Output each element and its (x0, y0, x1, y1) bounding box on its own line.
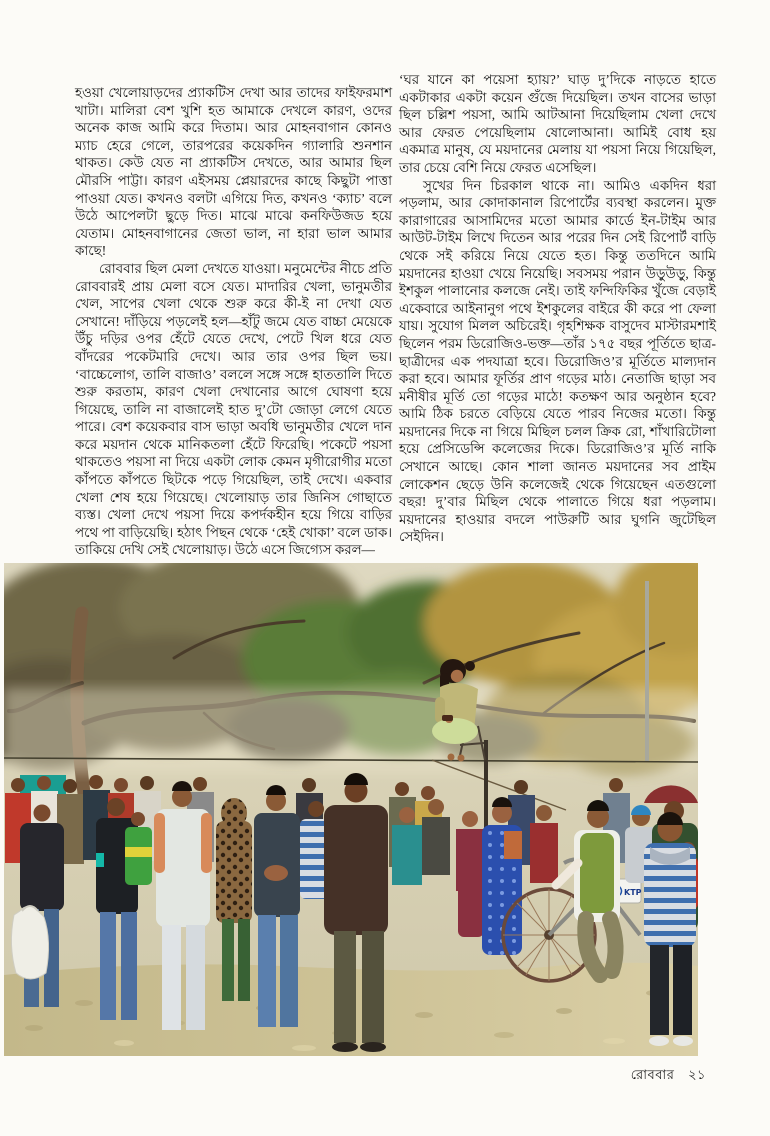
paragraph: ‘ঘর যানে কা পয়েসা হ্যায়?’ ঘাড় দু’দিকে নাড়তে হাতে একটাকার একটা কয়েন গুঁজে দিয়েছিল। তখন বাসের ভাড়া ছিল চল্লিশ পয়সা, আমি আটআনা দিয়েছিলাম খেলা দেখে আর ফেরত পেয়েছিলাম ষোলোআনা। আমিই বোধ হয় একমাত্র মানুষ, যে ময়দানের মেলায় যা পয়সা নিয়ে গিয়েছিল, তার চেয়ে বেশি নিয়ে ফেরত এসেছিল। (399, 72, 716, 175)
paragraph: হওয়া খেলোয়াড়দের প্র্যাকটিস দেখা আর তাদের ফাইফরমাশ খাটা। মালিরা বেশ খুশি হত আমাকে দেখলে কারণ, ওদের অনেক কাজ আমি করে দিতাম। আর মোহনবাগান কোনও ম্যাচ হেরে গেলে, তারপরের কয়েকদিন গ্যালারি শুনশান থাকত। কেউ যেত না প্র্যাকটিস দেখতে, আর আমার ছিল মৌরসি পাট্টা। কারণ এইসময় প্লেয়ারদের কাছে কিছুটা পাত্তা পাওয়া যেত। কখনও বলটা এগিয়ে দিত, কখনও ‘ক্যাচ’ বলে উঠে আপেলটা ছুড়ে দিত। মাঝে মাঝে কনফিউজড হয়ে যেতাম। মোহনবাগানের জেতা ভাল, না হারা ভাল আমার কাছে! (75, 85, 392, 259)
lamp-post (645, 581, 649, 761)
plastic-bag (11, 907, 48, 980)
page-footer (0, 1066, 706, 1087)
paragraph: সুখের দিন চিরকাল থাকে না। আমিও একদিন ধরা পড়লাম, আর কোদাকানাল রিপোর্টের ব্যবস্থা করলেন। মুক্ত কারাগারের আসামিদের মতো আমার কার্ডে ইন-টাইম আর আউট-টাইম লিখে দিতেন আর পরের দিন সেই রিপোর্ট বাড়ি থেকে সই করিয়ে নিয়ে যেতে হত। কিন্তু ততদিনে আমি ময়দানের হাওয়া খেয়ে নিয়েছি। সবসময় পরান উড়ুউড়ু, কিন্তু ইশকুল পালানোর কলজে নেই। তাই ফন্দিফিকির খুঁজে বেড়াই একেবারে আইনানুগ পথে ইশকুলের বাইরে কী করে পা ফেলা যায়। সুযোগ মিলল অচিরেই। গৃহশিক্ষক বাসুদেব মাস্টারমশাই ছিলেন পরম ডিরোজিও-ভক্ত—তাঁর ১৭৫ বছর পূর্তিতে ছাত্র-ছাত্রীদের এক পদযাত্রা হবে। ডিরোজিও’র মূর্তিতে মাল্যদান করা হবে। আমার ফূর্তির প্রাণ গড়ের মাঠ। নেতাজি ছাড়া সব মনীষীর মূর্তি তো গড়ের মাঠে! কতক্ষণ আর অনুষ্ঠান হবে? আমি ঠিক চরতে বেড়িয়ে যেতে পারব নিজের মতো। কিন্তু ময়দানের দিকে না গিয়ে মিছিল চলল ক্রিক রো, শাঁখারিটোলা হয়ে প্রেসিডেন্সি কলেজের দিকে। ডিরোজিও’র মূর্তি নাকি সেখানে আছে। কোন শালা জানত ময়দানের সব প্রাইম লোকেশন ছেড়ে উনি কলেজেই থেকে গিয়েছেন এতগুলো বছর! দু’বার মিছিল থেকে পালাতে গিয়ে ধরা পড়লাম। ময়দানের হাওয়ার বদলে পাউরুটি আর ঘুগনি জুটেছিল সেইদিন। (399, 177, 716, 545)
sign-ktp-text: KTP (624, 888, 642, 897)
footer-page-number: ২১ (688, 1067, 706, 1082)
paragraph: রোববার ছিল মেলা দেখতে যাওয়া। মনুমেন্টের নীচে প্রতি রোববারই প্রায় মেলা বসে যেত। মাদারির খেলা, ভানুমতীর খেল, সাপের খেলা থেকে শুরু করে কী-ই না দেখা যেত সেখানে! দাঁড়িয়ে পড়লেই হল—হাঁটু জমে যেত বাচ্চা মেয়েকে উঁচু দড়ির ওপর হেঁটে যেতে দেখে, পেটে খিল ধরে যেত বাঁদরের পকেটমারি দেখে। আর তার ওপর ছিল ভয়। ‘বাচ্চেলোগ, তালি বাজাও’ বললে সঙ্গে সঙ্গে হাততালি দিতে শুরু করতাম, কারণ খেলা দেখানোর আগে ঘোষণা হয়ে গিয়েছে, তালি না বাজালেই হাত দু’টো জোড়া লেগে যেতে পারে। বেশ কয়েকবার বাস ভাড়া অবধি ভানুমতীর খেলে দান করে ময়দান থেকে মানিকতলা হেঁটে ফিরেছি। পকেটে পয়সা থাকতেও পয়সা না দিয়ে একটা লোক কেমন মৃগীরোগীর মতো কাঁপতে কাঁপতে ছিটকে পড়ে গিয়েছিল, তাই দেখে। একবার খেলা শেষ হয়ে গিয়েছে। খেলোয়াড় তার জিনিস গোছাতে ব্যস্ত। খেলা দেখে পয়সা দিয়ে কপর্দকহীন হয়ে গিয়ে বাড়ির পথে পা বাড়িয়েছি। হঠাৎ পিছন থেকে ‘হেই খোকা’ বলে ডাক। তাকিয়ে দেখি সেই খেলোয়াড়। উঠে এসে জিগ্যেস করল— (75, 260, 392, 558)
text-column-left (75, 84, 392, 559)
maroon-sari-woman (458, 837, 484, 937)
text-column-right (399, 71, 716, 546)
footer-magazine-name: রোববার (630, 1067, 675, 1082)
maidan-fair-photo (4, 563, 698, 1056)
